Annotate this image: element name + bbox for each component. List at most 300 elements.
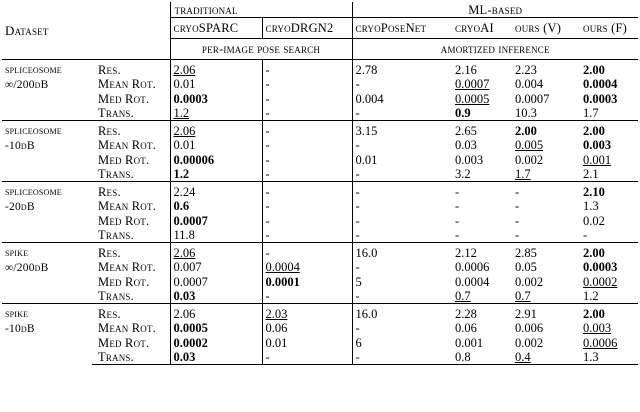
cell-value: - xyxy=(455,185,460,199)
cell-value: 0.004 xyxy=(355,91,384,106)
dataset-name-line2: -10dB xyxy=(5,323,35,335)
value-cell xyxy=(262,138,352,153)
value-cell xyxy=(512,153,580,168)
method-cryosparc: cryoSPARC xyxy=(170,18,262,39)
cell-value: - xyxy=(265,213,270,228)
cell-value: 2.91 xyxy=(515,307,537,321)
dataset-name-line2: -20dB xyxy=(5,201,35,213)
cell-value: 0.01 xyxy=(265,335,288,350)
cell-value: 3.15 xyxy=(355,124,378,138)
cell-value: 0.06 xyxy=(265,321,288,336)
table-row xyxy=(2,106,638,121)
method-ours-v: ours (V) xyxy=(515,21,562,35)
cell-value: 0.0007 xyxy=(173,274,208,289)
table-row xyxy=(2,304,638,322)
cell-value: - xyxy=(265,246,270,260)
cell-value: - xyxy=(515,185,520,199)
cell-value: 0.001 xyxy=(455,335,484,350)
metric-label: Trans. xyxy=(92,350,170,365)
cell-value: 0.0004 xyxy=(455,274,490,289)
cell-value: 0.0002 xyxy=(583,274,618,289)
cell-value: - xyxy=(355,167,360,181)
value-cell xyxy=(262,121,352,139)
cell-value: 0.0005 xyxy=(455,91,490,106)
value-cell xyxy=(352,92,452,107)
table-row xyxy=(2,167,638,182)
value-cell xyxy=(452,214,512,229)
metric-label: Mean Rot. xyxy=(98,77,156,92)
value-cell xyxy=(352,289,452,304)
value-cell xyxy=(352,106,452,121)
cell-value: 1.2 xyxy=(173,106,190,120)
cell-value: 0.05 xyxy=(515,260,537,275)
cell-value: - xyxy=(355,321,360,336)
value-cell xyxy=(170,275,262,290)
value-cell xyxy=(352,60,452,78)
value-cell xyxy=(512,77,580,92)
table-row xyxy=(2,182,638,200)
value-cell xyxy=(452,60,512,78)
value-cell xyxy=(512,92,580,107)
value-cell xyxy=(170,77,262,92)
cell-value: 0.0007 xyxy=(455,77,490,92)
cell-value: 2.00 xyxy=(583,246,605,260)
cell-value: - xyxy=(355,185,360,199)
cell-value: 0.03 xyxy=(173,289,196,303)
value-cell xyxy=(580,336,638,351)
value-cell xyxy=(580,289,638,304)
cell-value: 0.4 xyxy=(515,350,531,364)
cell-value: 0.01 xyxy=(173,77,196,92)
cell-value: - xyxy=(515,213,520,228)
value-cell xyxy=(580,106,638,121)
cell-value: 0.0006 xyxy=(583,335,618,350)
cell-value: 0.7 xyxy=(455,289,471,303)
value-cell xyxy=(452,106,512,121)
dataset-name-line1: spike xyxy=(5,247,29,259)
dataset-name xyxy=(2,304,92,365)
value-cell xyxy=(580,350,638,365)
value-cell xyxy=(580,275,638,290)
cell-value: 0.003 xyxy=(583,138,612,153)
value-cell xyxy=(170,260,262,275)
cell-value: 0.7 xyxy=(515,289,531,303)
cell-value: 0.0004 xyxy=(583,77,618,92)
cell-value: 0.01 xyxy=(355,152,378,167)
value-cell xyxy=(452,336,512,351)
cell-value: - xyxy=(265,228,270,242)
value-cell xyxy=(170,199,262,214)
value-cell xyxy=(170,92,262,107)
value-cell xyxy=(580,121,638,139)
value-cell xyxy=(452,260,512,275)
cell-value: - xyxy=(265,138,270,153)
value-cell xyxy=(262,243,352,261)
cell-value: 2.24 xyxy=(173,185,196,199)
cell-value: 1.2 xyxy=(173,167,190,181)
cell-value: 11.8 xyxy=(173,228,195,242)
value-cell xyxy=(580,77,638,92)
value-cell xyxy=(262,304,352,322)
value-cell xyxy=(262,60,352,78)
cell-value: 2.00 xyxy=(583,307,605,321)
value-cell xyxy=(262,106,352,121)
cell-value: 0.06 xyxy=(455,321,477,336)
value-cell xyxy=(352,199,452,214)
value-cell xyxy=(170,350,262,365)
value-cell xyxy=(352,121,452,139)
value-cell xyxy=(452,121,512,139)
metric-label: Trans. xyxy=(98,106,134,120)
cell-value: - xyxy=(355,199,360,214)
dataset-name xyxy=(2,182,92,243)
subgroup-pose-search: per-image pose search xyxy=(170,39,352,60)
dataset-name xyxy=(2,60,92,121)
dataset-name-line2: ∞/200dB xyxy=(5,79,49,91)
cell-value: - xyxy=(355,260,360,275)
cell-value: 0.0003 xyxy=(583,260,618,275)
metric-label: Res. xyxy=(92,60,170,78)
cell-value: 0.6 xyxy=(173,199,190,214)
value-cell xyxy=(352,321,452,336)
cell-value: - xyxy=(265,63,270,77)
value-cell xyxy=(512,106,580,121)
cell-value: 2.06 xyxy=(173,63,196,77)
value-cell xyxy=(512,350,580,365)
metric-label: Med Rot. xyxy=(98,274,150,289)
cell-value: 2.06 xyxy=(173,307,196,321)
method-cryodrgn2: cryoDRGN2 xyxy=(262,18,352,39)
value-cell xyxy=(352,304,452,322)
value-cell xyxy=(452,182,512,200)
metric-label: Res. xyxy=(92,121,170,139)
cell-value: 1.2 xyxy=(583,289,599,303)
value-cell xyxy=(512,321,580,336)
results-table xyxy=(2,2,638,365)
cell-value: - xyxy=(455,199,460,214)
value-cell xyxy=(452,275,512,290)
cell-value: 0.006 xyxy=(515,321,544,336)
cell-value: 2.00 xyxy=(515,124,537,138)
cell-value: 2.12 xyxy=(455,246,477,260)
cell-value: - xyxy=(265,152,270,167)
cell-value: 10.3 xyxy=(515,106,537,120)
table-row xyxy=(2,275,638,290)
group-traditional-header: traditional xyxy=(170,2,352,18)
dataset-name-line1: spliceosome xyxy=(5,125,62,137)
metric-label: Med Rot. xyxy=(98,152,150,167)
value-cell xyxy=(170,167,262,182)
value-cell xyxy=(262,275,352,290)
value-cell xyxy=(512,336,580,351)
cell-value: - xyxy=(355,350,360,364)
table-row xyxy=(2,228,638,243)
metric-label: Mean Rot. xyxy=(98,199,156,214)
value-cell xyxy=(352,214,452,229)
metric-label: Trans. xyxy=(98,289,134,303)
table-row xyxy=(2,60,638,78)
cell-value: 0.0004 xyxy=(265,260,300,275)
value-cell xyxy=(262,214,352,229)
cell-value: 16.0 xyxy=(355,246,378,260)
value-cell xyxy=(262,199,352,214)
value-cell xyxy=(580,153,638,168)
cell-value: 0.0003 xyxy=(583,91,618,106)
value-cell xyxy=(452,350,512,365)
value-cell xyxy=(262,260,352,275)
value-cell xyxy=(262,321,352,336)
value-cell xyxy=(170,214,262,229)
cell-value: - xyxy=(265,167,270,181)
cell-value: - xyxy=(265,77,270,92)
value-cell xyxy=(262,289,352,304)
value-cell xyxy=(452,167,512,182)
value-cell xyxy=(452,243,512,261)
metric-label: Res. xyxy=(92,304,170,322)
value-cell xyxy=(580,138,638,153)
value-cell xyxy=(452,304,512,322)
cell-value: 0.005 xyxy=(515,138,544,153)
cell-value: - xyxy=(265,106,270,120)
table-row xyxy=(2,121,638,139)
cell-value: 2.65 xyxy=(455,124,477,138)
metric-label: Mean Rot. xyxy=(98,260,156,275)
value-cell xyxy=(170,336,262,351)
metric-label: Trans. xyxy=(98,228,134,242)
dataset-name xyxy=(2,121,92,182)
method-cryoai: cryoAI xyxy=(455,21,494,35)
cell-value: 0.004 xyxy=(515,77,544,92)
cell-value: 0.00006 xyxy=(173,152,215,167)
table-row xyxy=(2,199,638,214)
value-cell xyxy=(452,289,512,304)
cell-value: 1.3 xyxy=(583,199,599,214)
value-cell xyxy=(452,153,512,168)
cell-value: 16.0 xyxy=(355,307,378,321)
table-row xyxy=(2,243,638,261)
value-cell xyxy=(512,182,580,200)
cell-value: 1.3 xyxy=(583,350,599,364)
cell-value: 0.0007 xyxy=(173,213,208,228)
cell-value: 2.1 xyxy=(583,167,599,181)
table-row xyxy=(2,289,638,304)
cell-value: 0.0002 xyxy=(173,335,208,350)
value-cell xyxy=(262,153,352,168)
value-cell xyxy=(580,321,638,336)
table-row xyxy=(2,214,638,229)
value-cell xyxy=(452,77,512,92)
value-cell xyxy=(262,350,352,365)
value-cell xyxy=(352,153,452,168)
dataset-header: Dataset xyxy=(5,22,49,38)
table-body xyxy=(2,2,638,365)
table-row xyxy=(2,336,638,351)
value-cell xyxy=(262,92,352,107)
value-cell xyxy=(512,121,580,139)
cell-value: 2.06 xyxy=(173,124,196,138)
value-cell xyxy=(170,121,262,139)
value-cell xyxy=(170,138,262,153)
dataset-name-line2: -10dB xyxy=(5,140,35,152)
cell-value: - xyxy=(265,185,270,199)
value-cell xyxy=(512,138,580,153)
cell-value: 0.03 xyxy=(455,138,477,153)
value-cell xyxy=(262,182,352,200)
value-cell xyxy=(580,214,638,229)
value-cell xyxy=(580,199,638,214)
cell-value: 0.003 xyxy=(455,152,484,167)
value-cell xyxy=(512,228,580,243)
value-cell xyxy=(512,167,580,182)
value-cell xyxy=(262,77,352,92)
cell-value: - xyxy=(265,91,270,106)
metric-label: Med Rot. xyxy=(98,91,150,106)
value-cell xyxy=(170,289,262,304)
metric-label: Res. xyxy=(92,182,170,200)
subgroup-amortized: amortized inference xyxy=(352,39,638,60)
table-row xyxy=(2,92,638,107)
cell-value: - xyxy=(455,228,460,242)
cell-value: - xyxy=(265,350,270,364)
value-cell xyxy=(580,60,638,78)
cell-value: 2.10 xyxy=(583,185,605,199)
table-row xyxy=(2,260,638,275)
value-cell xyxy=(580,304,638,322)
value-cell xyxy=(170,60,262,78)
value-cell xyxy=(452,321,512,336)
value-cell xyxy=(352,260,452,275)
dataset-name-line2: ∞/200dB xyxy=(5,262,49,274)
dataset-name xyxy=(2,243,92,304)
value-cell xyxy=(512,275,580,290)
cell-value: 2.00 xyxy=(583,124,605,138)
table-row xyxy=(2,77,638,92)
cell-value: 1.7 xyxy=(583,106,599,120)
value-cell xyxy=(512,243,580,261)
cell-value: 0.9 xyxy=(455,106,471,120)
cell-value: 2.78 xyxy=(355,63,378,77)
table-row xyxy=(2,321,638,336)
value-cell xyxy=(512,214,580,229)
cell-value: 0.02 xyxy=(583,213,605,228)
cell-value: 2.16 xyxy=(455,63,477,77)
value-cell xyxy=(580,182,638,200)
cell-value: 0.0006 xyxy=(455,260,490,275)
cell-value: - xyxy=(583,228,588,242)
value-cell xyxy=(512,260,580,275)
value-cell xyxy=(170,321,262,336)
group-ml-header: ML-based xyxy=(352,2,638,18)
value-cell xyxy=(452,138,512,153)
dataset-name-line1: spliceosome xyxy=(5,64,62,76)
cell-value: 2.00 xyxy=(583,63,605,77)
cell-value: 5 xyxy=(355,274,362,289)
header-row-methods xyxy=(2,18,638,39)
cell-value: - xyxy=(355,289,360,303)
metric-label: Med Rot. xyxy=(98,213,150,228)
cell-value: - xyxy=(265,124,270,138)
metric-label: Med Rot. xyxy=(98,335,150,350)
value-cell xyxy=(512,304,580,322)
value-cell xyxy=(580,243,638,261)
cell-value: 0.003 xyxy=(583,321,612,336)
cell-value: 0.002 xyxy=(515,274,544,289)
value-cell xyxy=(170,153,262,168)
cell-value: 0.8 xyxy=(455,350,471,364)
header-row-subgroups xyxy=(2,39,638,60)
value-cell xyxy=(452,92,512,107)
cell-value: 2.03 xyxy=(265,307,288,321)
dataset-name-line1: spliceosome xyxy=(5,186,62,198)
value-cell xyxy=(352,275,452,290)
cell-value: 0.007 xyxy=(173,260,202,275)
value-cell xyxy=(352,77,452,92)
cell-value: 2.85 xyxy=(515,246,537,260)
method-cryoposenet: cryoPoseNet xyxy=(352,18,452,39)
cell-value: - xyxy=(355,106,360,120)
value-cell xyxy=(352,228,452,243)
table-row xyxy=(2,153,638,168)
cell-value: - xyxy=(265,199,270,214)
table-row xyxy=(2,350,638,365)
cell-value: 0.0007 xyxy=(515,91,550,106)
value-cell xyxy=(452,228,512,243)
metric-label: Res. xyxy=(92,243,170,261)
value-cell xyxy=(352,138,452,153)
value-cell xyxy=(170,228,262,243)
value-cell xyxy=(512,60,580,78)
value-cell xyxy=(170,106,262,121)
cell-value: 3.2 xyxy=(455,167,471,181)
cell-value: - xyxy=(515,199,520,214)
value-cell xyxy=(352,167,452,182)
value-cell xyxy=(262,167,352,182)
cell-value: - xyxy=(355,77,360,92)
value-cell xyxy=(580,92,638,107)
cell-value: 6 xyxy=(355,335,362,350)
cell-value: 0.002 xyxy=(515,335,544,350)
metric-label: Mean Rot. xyxy=(98,321,156,336)
cell-value: - xyxy=(355,213,360,228)
value-cell xyxy=(580,260,638,275)
value-cell xyxy=(512,199,580,214)
cell-value: 2.06 xyxy=(173,246,196,260)
value-cell xyxy=(262,336,352,351)
value-cell xyxy=(352,350,452,365)
value-cell xyxy=(580,228,638,243)
value-cell xyxy=(352,182,452,200)
cell-value: 0.001 xyxy=(583,152,612,167)
metric-label: Trans. xyxy=(98,167,134,181)
table-row xyxy=(2,138,638,153)
value-cell xyxy=(170,243,262,261)
value-cell xyxy=(262,228,352,243)
cell-value: - xyxy=(355,228,360,242)
cell-value: - xyxy=(265,289,270,303)
cell-value: 2.28 xyxy=(455,307,477,321)
cell-value: 1.7 xyxy=(515,167,531,181)
metric-label: Mean Rot. xyxy=(98,138,156,153)
cell-value: - xyxy=(515,228,520,242)
value-cell xyxy=(352,336,452,351)
cell-value: - xyxy=(455,213,460,228)
cell-value: 0.01 xyxy=(173,138,196,153)
value-cell xyxy=(580,167,638,182)
header-row-groups xyxy=(2,2,638,18)
method-ours-f: ours (F) xyxy=(583,21,628,35)
value-cell xyxy=(170,182,262,200)
cell-value: 0.0001 xyxy=(265,274,300,289)
